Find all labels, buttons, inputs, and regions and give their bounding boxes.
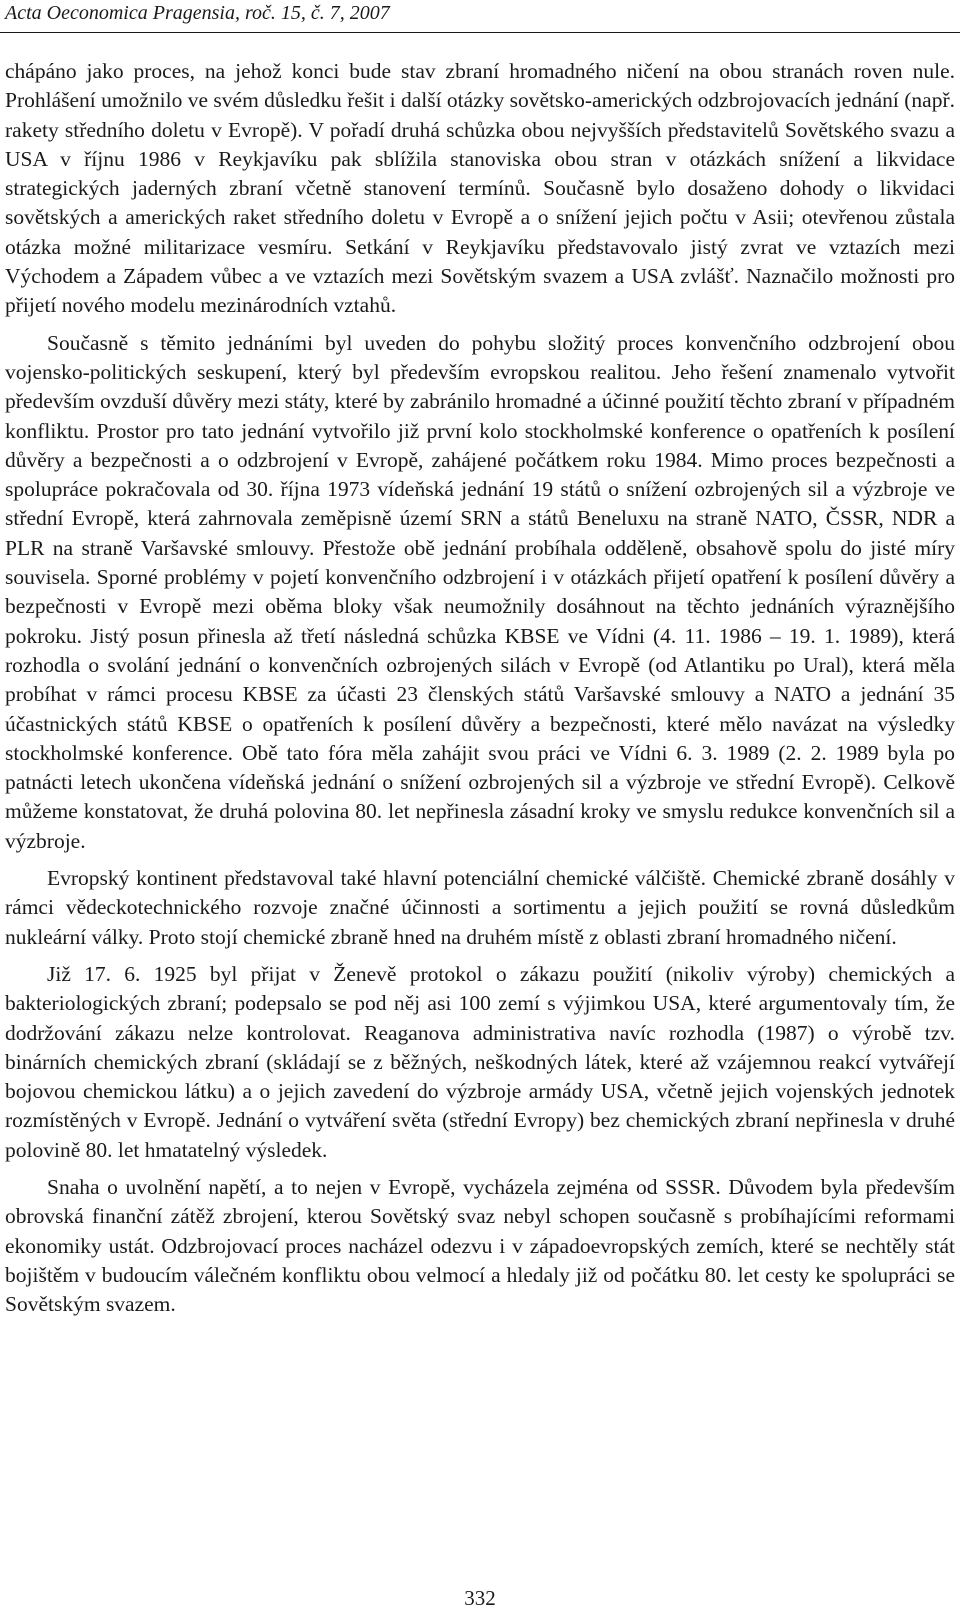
paragraph-1: chápáno jako proces, na jehož konci bude stav zbraní hromadného ničení na obou stranách roven nule. Prohlášení umožnilo ve svém důsledku řešit i další otázky sovětsko-amerických odzbrojovacích jednání (např. rakety středního doletu v Evropě). V pořadí druhá schůzka obou nejvyšších představitelů Sovětského svazu a USA v říjnu 1986 v Reykjavíku pak sblížila stanoviska obou stran v otázkách snížení a likvidace strategických jaderných zbraní včetně stanovení termínů. Současně bylo dosaženo dohody o likvidaci sovětských a amerických raket středního doletu v Evropě a o snížení jejich počtu v Asii; otevřenou zůstala otázka možné militarizace vesmíru. Setkání v Reykjavíku představovalo jistý zvrat ve vztazích mezi Východem a Západem vůbec a ve vztazích mezi Sovětským svazem a USA zvlášť. Naznačilo možnosti pro přijetí nového modelu mezinárodních vztahů. bbox=[5, 59, 955, 318]
paragraph-5: Snaha o uvolnění napětí, a to nejen v Evropě, vycházela zejména od SSSR. Důvodem byla především obrovská finanční zátěž zbrojení, kterou Sovětský svaz nebyl schopen současně s probíhajícími reformami ekonomiky ustát. Odzbrojovací proces nacházel odezvu i v západoevropských zemích, které se nechtěly stát bojištěm v budoucím válečném konfliktu obou velmocí a hledaly již od počátku 80. let cesty ke spolupráci se Sovětským svazem. bbox=[5, 1174, 955, 1317]
paragraph-4: Již 17. 6. 1925 byl přijat v Ženevě protokol o zákazu použití (nikoliv výroby) chemických a bakteriologických zbraní; podepsalo se pod něj asi 100 zemí s výjimkou USA, které argumentovaly tím, že dodržování zákazu nelze kontrolovat. Reaganova administrativa navíc rozhodla (1987) o výrobě tzv. binárních chemických zbraní (skládají se z běžných, neškodných látek, které až vzájemnou reakcí vytvářejí bojovou chemickou látku) a o jejich zavedení do výzbroje armády USA, včetně jejich vojenských jednotek rozmístěných v Evropě. Jednání o vytváření světa (střední Evropy) bez chemických zbraní nepřinesla v druhé polovině 80. let hmatatelný výsledek. bbox=[5, 961, 955, 1162]
header-rule bbox=[0, 32, 960, 33]
running-head: Acta Oeconomica Pragensia, roč. 15, č. 7, 2007 bbox=[5, 2, 390, 24]
paragraph-3: Evropský kontinent představoval také hlavní potenciální chemické válčiště. Chemické zbraně dosáhly v rámci vědeckotechnického rozvoje značné účinnosti a sortimentu a jejich použití se rovná důsledkům nukleární války. Proto stojí chemické zbraně hned na druhém místě z oblasti zbraní hromadného ničení. bbox=[5, 866, 955, 949]
paragraph-2: Současně s těmito jednáními byl uveden do pohybu složitý proces konvenčního odzbrojení obou vojensko-politických seskupení, který byl především evropskou realitou. Jeho řešení znamenalo vytvořit především ovzduší důvěry mezi státy, které by zabránilo hromadné a účinné použití těchto zbraní v případném konfliktu. Prostor pro tato jednání vytvořilo již první kolo stockholmské konference o opatřeních k posílení důvěry a bezpečnosti a o odzbrojení v Evropě, zahájené počátkem roku 1984. Mimo proces bezpečnosti a spolupráce pokračovala od 30. října 1973 vídeňská jednání 19 států o snížení ozbrojených sil a výzbroje ve střední Evropě, která zahrnovala zeměpisně území SRN a států Beneluxu na straně NATO, ČSSR, NDR a PLR na straně Varšavské smlouvy. Přestože obě jednání probíhala odděleně, obsahově spolu do jisté míry souvisela. Sporné problémy v pojetí konvenčního odzbrojení i v otázkách přijetí opatření k posílení důvěry a bezpečnosti v Evropě mezi oběma bloky však neumožnily dosáhnout na těchto jednáních výraznějšího pokroku. Jistý posun přinesla až třetí následná schůzka KBSE ve Vídni (4. 11. 1986 – 19. 1. 1989), která rozhodla o svolání jednání o konvenčních ozbrojených silách v Evropě (od Atlantiku po Ural), která měla probíhat v rámci procesu KBSE za účasti 23 členských států Varšavské smlouvy a NATO a jednání 35 účastnických států KBSE o opatřeních k posílení důvěry a bezpečnosti, které mělo navázat na výsledky stockholmské konference. Obě tato fóra měla zahájit svou práci ve Vídni 6. 3. 1989 (2. 2. 1989 byla po patnácti letech ukončena vídeňská jednání o snížení ozbrojených sil a výzbroje ve střední Evropě). Celkově můžeme konstatovat, že druhá polovina 80. let nepřinesla zásadní kroky ve smyslu redukce konvenčních sil a výzbroje. bbox=[5, 330, 955, 853]
article-body bbox=[5, 57, 955, 1327]
page-number: 332 bbox=[464, 1586, 496, 1610]
